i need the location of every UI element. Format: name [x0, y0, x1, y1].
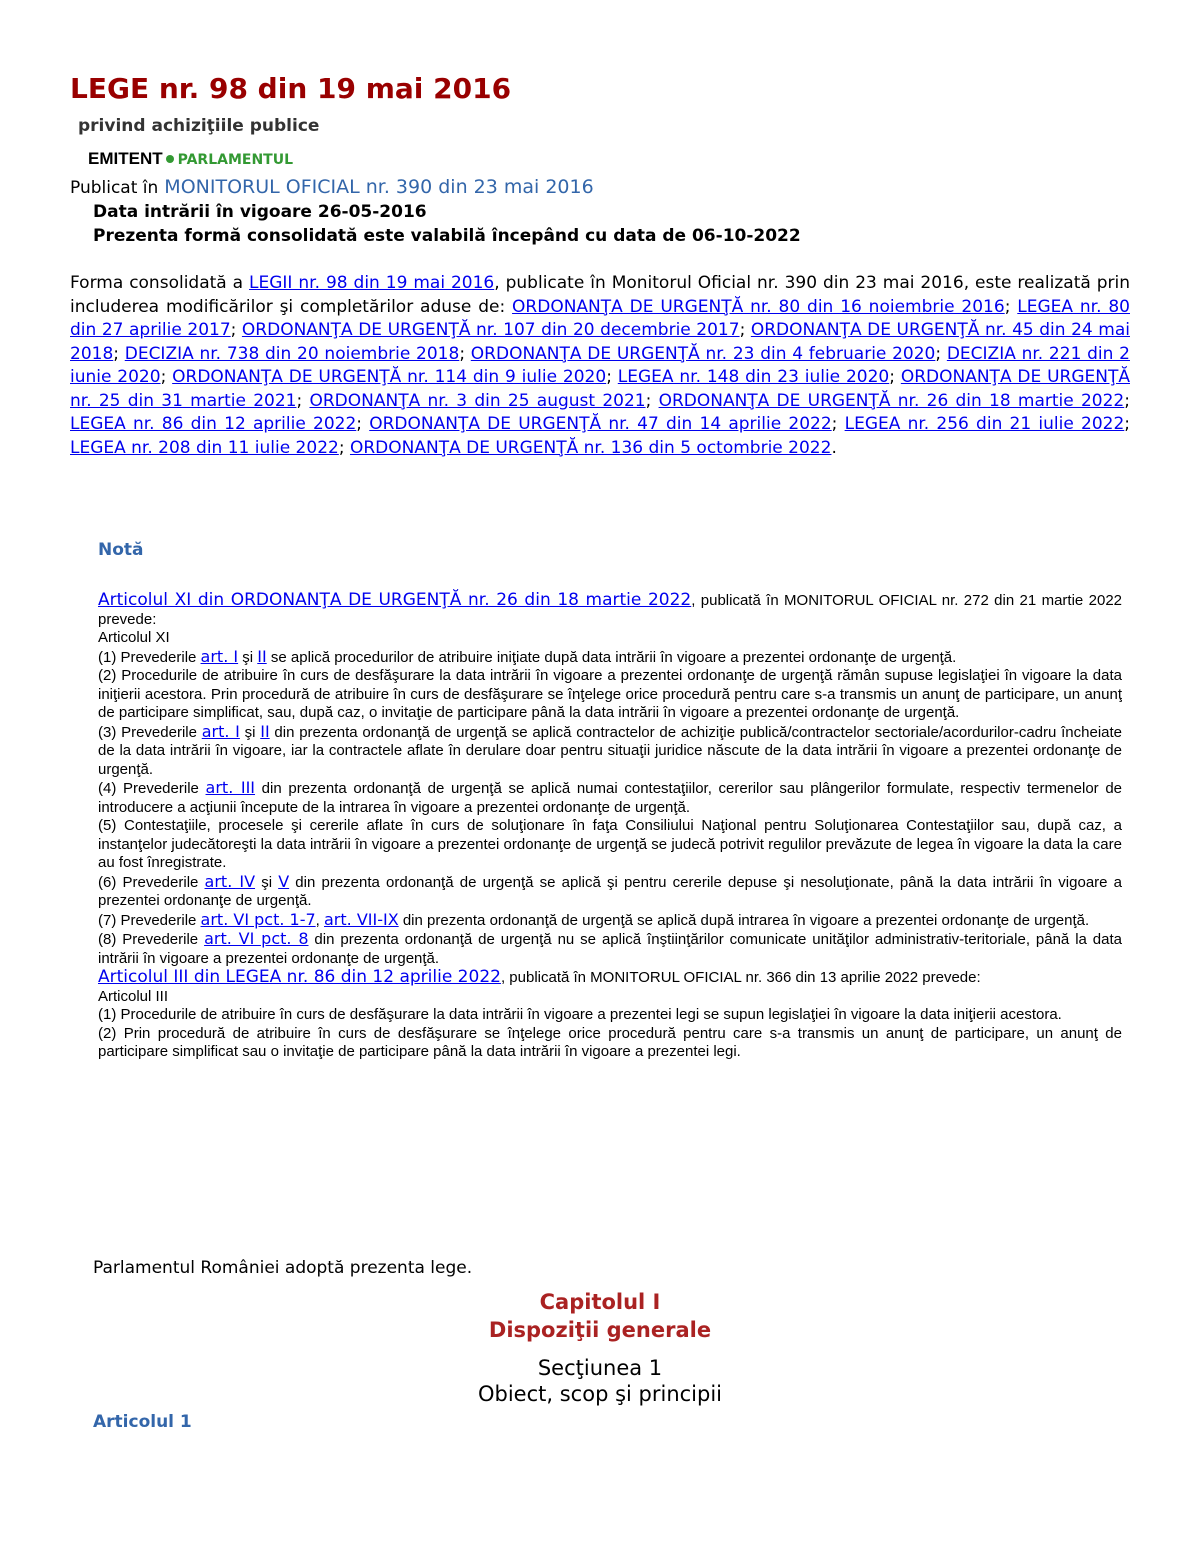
amendment-link[interactable]: LEGEA nr. 256 din 21 iulie 2022 — [844, 414, 1125, 434]
note-text: (4) Prevederile — [98, 780, 206, 797]
list-separator: ; — [1004, 296, 1018, 317]
list-separator: ; — [296, 390, 310, 411]
note-text: şi — [238, 648, 258, 666]
lege-link[interactable]: LEGII nr. 98 din 19 mai 2016 — [249, 273, 495, 293]
note-text: din prezenta ordonanţă de urgenţă se aplică contractelor de achiziţie publică/contractelor sectoriale/acordurilor-cadru încheiate de la data intrării în vigoare, iar la contractele aflate în derulare doar pentru situaţii juridice născute de la data intrării în vigoare a prezentei ordonanţe de urgenţă. — [98, 723, 1123, 778]
chapter-title: Dispoziţii generale — [488, 1318, 712, 1342]
note-text: din prezenta ordonanţă de urgenţă se aplică numai contestaţiilor, cererilor sau plângerilor formulate, respectiv termenelor de introducere a acţiunii începute de la intrarea în vigoare a prezentei ordonanţe de urgenţă. — [98, 780, 1123, 816]
note-text: (8) Prevederile — [98, 931, 205, 948]
note-text: şi — [255, 873, 279, 891]
adoption-statement: Parlamentul României adoptă prezenta lege. — [93, 1258, 473, 1278]
amendment-link[interactable]: ORDONANŢA DE URGENŢĂ nr. 80 din 16 noiembrie 2016 — [512, 296, 1005, 317]
amendment-link[interactable]: LEGEA nr. 80 din 27 aprilie 2017 — [70, 296, 1130, 340]
intro-text: , publicate în Monitorul Oficial nr. 390 din 23 mai 2016, este realizată prin includerea modificărilor şi completărilor aduse de: — [70, 273, 1131, 317]
list-separator: ; — [831, 414, 845, 434]
note-paragraph — [98, 648, 1122, 668]
list-separator: ; — [113, 343, 125, 364]
law-title: LEGE nr. 98 din 19 mai 2016 — [70, 72, 512, 105]
publicat-label: Publicat în — [70, 178, 159, 198]
note-text: din prezenta ordonanţă de urgenţă se aplică şi pentru cererile depuse şi nesoluţionate, până la data intrării în vigoare a prezentei ordonanţe de urgenţă. — [98, 873, 1123, 909]
section-title: Obiect, scop şi principii — [477, 1382, 723, 1406]
article-link[interactable]: II — [257, 646, 267, 666]
note-text: (6) Prevederile — [98, 873, 205, 891]
law-subtitle: privind achiziţiile publice — [78, 116, 320, 136]
list-separator: ; — [1124, 390, 1130, 411]
amendment-link[interactable]: ORDONANŢA DE URGENŢĂ nr. 45 din 24 mai 2018 — [70, 320, 1130, 364]
note-text: şi — [239, 723, 261, 741]
note-article-label: Articolul III — [98, 987, 169, 1005]
amendment-link[interactable]: ORDONANŢA DE URGENŢĂ nr. 23 din 4 februarie 2020 — [470, 343, 936, 364]
note-source-link[interactable]: Articolul XI din ORDONANŢA DE URGENŢĂ nr. 26 din 18 martie 2022 — [98, 590, 692, 610]
note-text: se aplică procedurilor de atribuire iniţiate după data intrării în vigoare a prezentei ordonanţe de urgenţă. — [266, 648, 957, 666]
note-text: din prezenta ordonanţă de urgenţă se aplică după intrarea în vigoare a prezentei ordonanţe de urgenţă. — [398, 911, 1090, 929]
amendment-link[interactable]: LEGEA nr. 148 din 23 iulie 2020 — [617, 367, 890, 387]
note-text: , publicată în MONITORUL OFICIAL nr. 366 din 13 aprilie 2022 prevede: — [500, 969, 981, 986]
article-heading: Articolul 1 — [93, 1412, 192, 1432]
note-paragraph: (2) Procedurile de atribuire în curs de desfăşurare la data intrării în vigoare a prezentei ordonanţe de urgenţă rămân supuse legislaţiei în vigoare la data iniţierii acestora. Prin procedură de atribuire în curs de desfăşurare se înţelege orice procedură pentru care s-a transmis un anunţ de participare, un anunţ de participare simplificat, sau, după caz, o invitaţie de participare până la data intrării în vigoare a prezentei ordonanţe de urgenţă. — [98, 667, 1122, 721]
emitent-label: EMITENT — [88, 149, 163, 168]
amendment-link[interactable]: ORDONANŢA DE URGENŢĂ nr. 107 din 20 decembrie 2017 — [241, 320, 740, 340]
note-text: , publicată în MONITORUL OFICIAL nr. 272 din 21 martie 2022 prevede: — [98, 592, 1122, 628]
amendment-link[interactable]: ORDONANŢA DE URGENŢĂ nr. 114 din 9 iulie 2020 — [172, 367, 607, 387]
article-link[interactable]: art. VI pct. 8 — [204, 929, 309, 948]
article-link[interactable]: art. IV — [204, 871, 256, 891]
article-link[interactable]: art. III — [205, 778, 256, 797]
list-separator: ; — [739, 320, 751, 340]
note-paragraph — [98, 911, 1122, 931]
list-separator: ; — [338, 437, 350, 458]
note-paragraph: (1) Procedurile de atribuire în curs de desfăşurare la data intrării în vigoare a prezentei legi se supun legislaţiei în vigoare la data iniţierii acestora. — [98, 1006, 1062, 1023]
note-source-link[interactable]: Articolul III din LEGEA nr. 86 din 12 aprilie 2022 — [98, 967, 501, 987]
note-text: (1) Prevederile — [98, 648, 201, 666]
amendments-list — [70, 297, 1130, 458]
note-paragraph — [98, 723, 1122, 780]
article-link[interactable]: art. VI pct. 1-7 — [200, 909, 316, 929]
list-separator: ; — [606, 367, 618, 387]
chapter-number: Capitolul I — [539, 1290, 661, 1314]
article-link[interactable]: V — [278, 871, 290, 891]
note-article-label: Articolul XI — [98, 629, 170, 646]
intro-text: Forma consolidată a — [70, 273, 250, 293]
note-text: (7) Prevederile — [98, 911, 201, 929]
amendment-link[interactable]: LEGEA nr. 86 din 12 aprilie 2022 — [70, 414, 357, 434]
nota-heading: Notă — [98, 540, 144, 560]
amendment-link[interactable]: DECIZIA nr. 221 din 2 iunie 2020 — [70, 343, 1130, 387]
amendment-link[interactable]: ORDONANŢA DE URGENŢĂ nr. 26 din 18 martie 2022 — [658, 390, 1125, 411]
intro-paragraph — [70, 272, 1130, 460]
note-paragraph — [98, 779, 1122, 817]
section-number: Secţiunea 1 — [537, 1356, 663, 1380]
list-separator: ; — [230, 320, 242, 340]
note-paragraph — [98, 873, 1122, 911]
amendment-link[interactable]: ORDONANŢA nr. 3 din 25 august 2021 — [309, 390, 646, 411]
note-text: , — [315, 911, 324, 929]
article-link[interactable]: II — [260, 721, 270, 741]
list-separator: ; — [1124, 414, 1131, 434]
amendment-link[interactable]: ORDONANŢA DE URGENŢĂ nr. 25 din 31 martie 2021 — [70, 367, 1130, 411]
amendment-link[interactable]: ORDONANŢA DE URGENŢĂ nr. 47 din 14 aprilie 2022 — [369, 414, 832, 434]
list-separator: ; — [160, 367, 173, 387]
forma-valabila: Prezenta formă consolidată este valabilă începând cu data de 06-10-2022 — [93, 226, 801, 246]
list-separator: ; — [889, 367, 901, 387]
list-separator: ; — [645, 390, 659, 411]
nota-content — [98, 591, 1122, 1062]
note-paragraph: (2) Prin procedură de atribuire în curs de desfăşurare se înţelege orice procedură pentru care s-a transmis un anunţ de participare, un anunţ de participare simplificat sau o invitaţie de participare până la data intrării în vigoare a prezentei legi. — [98, 1024, 1122, 1060]
amendment-link[interactable]: ORDONANŢA DE URGENŢĂ nr. 136 din 5 octombrie 2022 — [349, 437, 832, 458]
bullet-dot-icon — [166, 155, 174, 163]
emitent-line — [88, 149, 293, 169]
note-text: din prezenta ordonanţă de urgenţă nu se aplică înştiinţărilor comunicate unităţilor administrativ-teritoriale, până la data intrării în vigoare a prezentei ordonanţe de urgenţă. — [98, 931, 1122, 967]
note-text: (3) Prevederile — [98, 723, 202, 741]
publicat-value: MONITORUL OFICIAL nr. 390 din 23 mai 2016 — [164, 176, 594, 198]
article-link[interactable]: art. I — [200, 646, 239, 666]
note-paragraph — [98, 930, 1122, 968]
article-link[interactable]: art. VII-IX — [324, 909, 399, 929]
list-separator: ; — [935, 343, 947, 364]
amendment-link[interactable]: DECIZIA nr. 738 din 20 noiembrie 2018 — [124, 343, 460, 364]
note-paragraph: (5) Contestaţiile, procesele şi cererile aflate în curs de soluţionare în faţa Consiliului Naţional pentru Soluţionarea Contestaţiilor sau, după caz, a instanţelor judecătoreşti la data intrării în vigoare a prezentei ordonanţe de urgenţă se judecă potrivit regulilor prevăzute de legea în vigoare la data la care au fost înregistrate. — [98, 817, 1122, 871]
list-separator: ; — [459, 343, 471, 364]
list-separator: . — [831, 437, 837, 458]
list-separator: ; — [356, 414, 370, 434]
data-intrarii: Data intrării în vigoare 26-05-2016 — [93, 202, 427, 222]
article-link[interactable]: art. I — [201, 721, 240, 741]
amendment-link[interactable]: LEGEA nr. 208 din 11 iulie 2022 — [70, 437, 339, 458]
emitent-value: PARLAMENTUL — [177, 152, 294, 168]
publicat-line — [70, 176, 594, 198]
